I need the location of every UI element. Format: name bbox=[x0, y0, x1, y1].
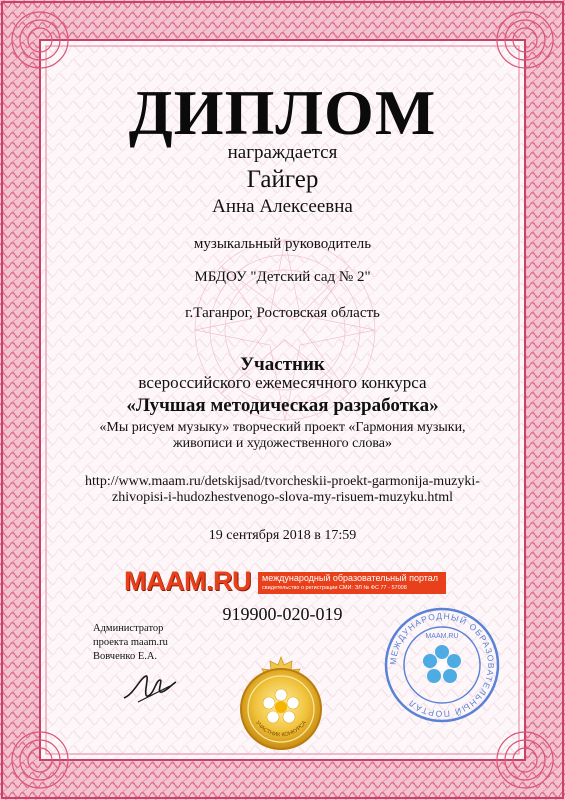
recipient-surname: Гайгер bbox=[246, 166, 319, 193]
participant-role: Участник bbox=[240, 354, 325, 375]
admin-block bbox=[93, 622, 168, 664]
recipient-given-names: Анна Алексеевна bbox=[212, 196, 353, 217]
admin-name: Вовченко Е.А. bbox=[93, 651, 158, 662]
work-title-line-2: живописи и художественного слова» bbox=[172, 436, 393, 451]
logo-registration: свидетельство о регистрации СМИ: ЭЛ № ФС 77 - 57008 bbox=[262, 585, 407, 591]
stamp-center-text: МААМ.RU bbox=[425, 633, 459, 640]
official-stamp bbox=[383, 606, 501, 724]
logo-brand: MAAM.RU bbox=[124, 566, 251, 596]
logo-tagline-box bbox=[258, 572, 446, 594]
contest-description: всероссийского ежемесячного конкурса bbox=[138, 373, 427, 392]
recipient-city: г.Таганрог, Ростовская область bbox=[185, 305, 380, 321]
signature-icon bbox=[120, 668, 180, 708]
awarded-caption: награждается bbox=[227, 142, 338, 163]
recipient-position: музыкальный руководитель bbox=[193, 236, 372, 252]
medal-caption: УЧАСТНИК КОНКУРСА bbox=[254, 720, 308, 739]
work-url-line-2: zhivopisi-i-hudozhestvenogo-slova-my-risuem-muzyku.html bbox=[112, 490, 453, 505]
award-date: 19 сентября 2018 в 17:59 bbox=[208, 528, 357, 543]
recipient-organization: МБДОУ "Детский сад № 2" bbox=[194, 269, 371, 285]
contest-name: «Лучшая методическая разработка» bbox=[126, 395, 439, 416]
work-title-line-1: «Мы рисуем музыку» творческий проект «Гармония музыки, bbox=[99, 420, 466, 435]
logo-tagline: международный образовательный портал bbox=[262, 573, 439, 583]
document-number: 919900-020-019 bbox=[222, 604, 343, 624]
participant-medal-icon bbox=[231, 655, 331, 755]
certificate-title: ДИПЛОМ bbox=[128, 77, 437, 148]
work-url-line-1: http://www.maam.ru/detskijsad/tvorcheskii-proekt-garmonija-muzyki- bbox=[85, 474, 480, 489]
admin-title: Администратор bbox=[93, 623, 164, 634]
stamp-ring-text: МЕЖДУНАРОДНЫЙ ОБРАЗОВАТЕЛЬНЫЙ ПОРТАЛ bbox=[387, 610, 497, 720]
maam-logo bbox=[124, 566, 444, 596]
admin-project: проекта maam.ru bbox=[93, 637, 168, 648]
